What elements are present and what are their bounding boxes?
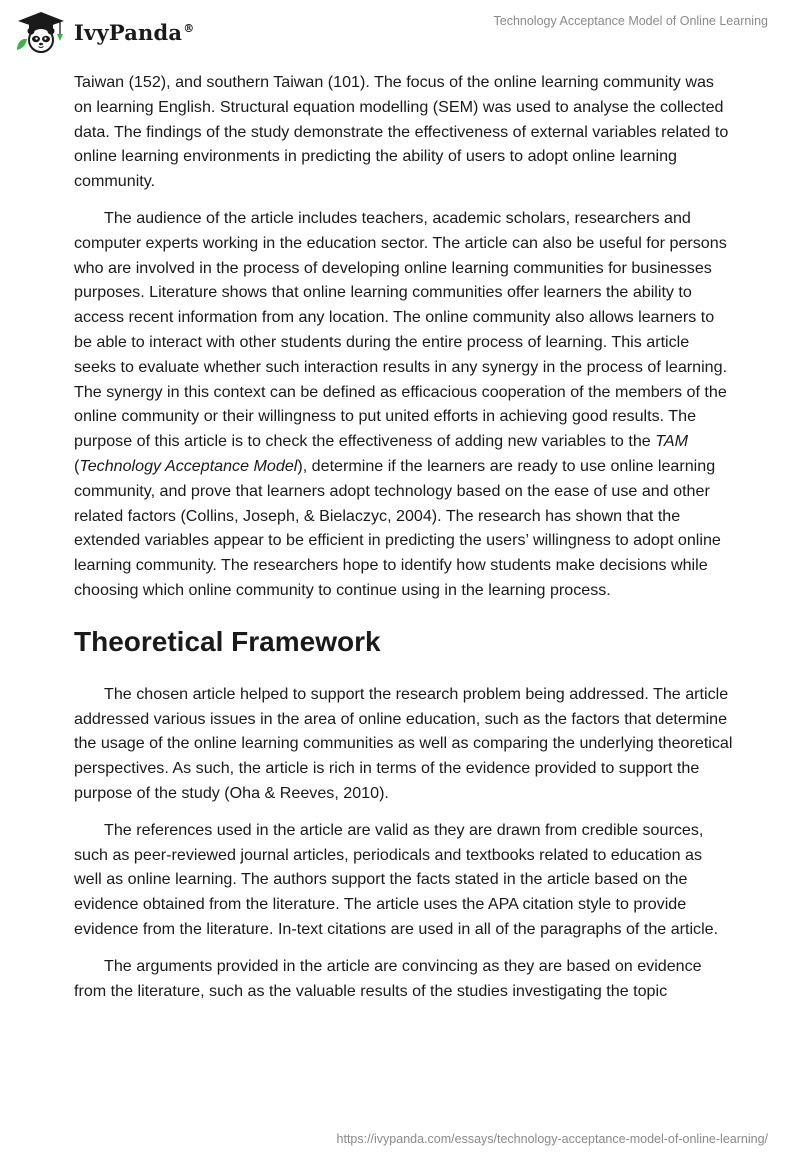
paragraph-2-text-b: ), determine if the learners are ready to use online learning community, and prove that learners adopt technology based on the ease of use and other related factors (Collins, Joseph, & Bielaczyc, 2004). The research has shown that the extended variables appear to be efficient in predicting the users’ willingness to adopt online learning community. The researchers hope to identify how students make decisions while choosing which online community to continue using in the learning process. [74, 456, 721, 599]
essay-body [74, 70, 734, 1015]
header [0, 0, 800, 60]
source-url-link[interactable]: https://ivypanda.com/essays/technology-acceptance-model-of-online-learning/ [336, 1132, 768, 1146]
section-heading: Theoretical Framework [74, 625, 381, 657]
paragraph-1: Taiwan (152), and southern Taiwan (101). The focus of the online learning community was on learning English. Structural equation modelling (SEM) was used to analyse the collected data. The findings of the study demonstrate the effectiveness of external variables related to online learning environments in predicting the ability of users to adopt online learning community. [74, 73, 729, 191]
panda-graduate-icon [14, 10, 68, 54]
paragraph-2-text-a: The audience of the article includes teachers, academic scholars, researchers and computer experts working in the education sector. The article can also be useful for persons who are involved in the process of developing online learning communities for businesses purposes. Literature shows that online learning communities offer learners the ability to access recent information from any location. The online community also allows learners to be able to interact with other students during the entire process of learning. This article seeks to evaluate whether such interaction results in any synergy in the process of learning. The synergy in this context can be defined as efficacious cooperation of the members of the online community or their willingness to put united efforts in achieving good results. The purpose of this article is to check the effectiveness of adding new variables to the [74, 208, 728, 451]
tam-abbrev: TAM [655, 432, 688, 451]
paren-open: ( [74, 456, 80, 475]
registered-mark: ® [183, 21, 195, 35]
brand-logo-link[interactable] [14, 10, 194, 54]
paragraph-5: The arguments provided in the article are convincing as they are based on evidence from the literature, such as the valuable results of the studies investigating the topic [74, 956, 702, 1000]
paragraph-4: The references used in the article are valid as they are drawn from credible sources, such as peer-reviewed journal articles, periodicals and textbooks related to education as well as online learning. The authors support the facts stated in the article based on the evidence obtained from the literature. The article uses the APA citation style to provide evidence from the literature. In-text citations are used in all of the paragraphs of the article. [74, 820, 719, 938]
paragraph-2 [74, 206, 734, 603]
document-title: Technology Acceptance Model of Online Learning [493, 14, 768, 28]
paragraph-3: The chosen article helped to support the research problem being addressed. The article addressed various issues in the area of online education, such as the factors that determine the usage of the online learning communities as well as comparing the underlying theoretical perspectives. As such, the article is rich in terms of the evidence provided to support the purpose of the study (Oha & Reeves, 2010). [74, 684, 733, 802]
tam-full-name: Technology Acceptance Model [79, 456, 298, 475]
brand-name: IvyPanda® [74, 19, 195, 45]
